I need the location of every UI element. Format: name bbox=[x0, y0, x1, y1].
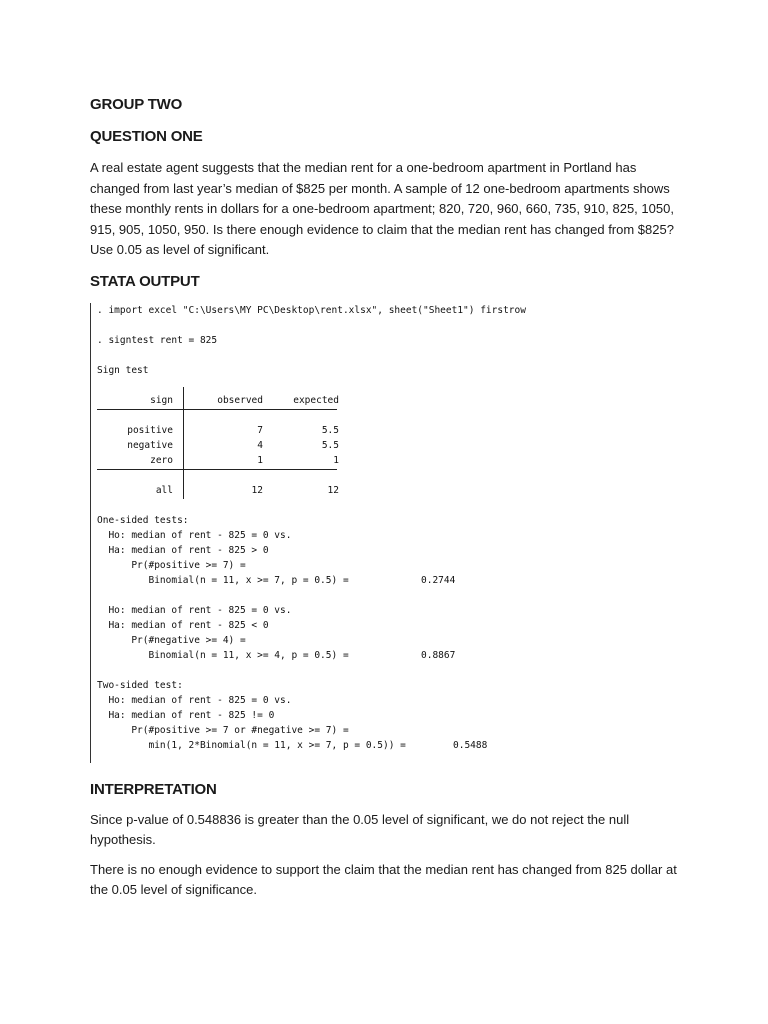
table-row-observed: 1 bbox=[257, 454, 263, 466]
table-row-sign: positive bbox=[127, 424, 173, 436]
table-vertical-rule bbox=[183, 387, 184, 499]
test3-ha: Ha: median of rent - 825 != 0 bbox=[97, 709, 275, 721]
question-heading: QUESTION ONE bbox=[90, 128, 203, 145]
signtest-command: . signtest rent = 825 bbox=[97, 334, 218, 346]
test2-p-value: 0.8867 bbox=[421, 649, 456, 661]
group-heading: GROUP TWO bbox=[90, 96, 183, 113]
stata-output-screenshot bbox=[90, 303, 531, 763]
table-row-observed: 4 bbox=[257, 439, 263, 451]
table-row-expected: 5.5 bbox=[321, 439, 339, 451]
table-header-sign: sign bbox=[150, 394, 173, 406]
test1-ho: Ho: median of rent - 825 = 0 vs. bbox=[97, 529, 292, 541]
stata-output-heading: STATA OUTPUT bbox=[90, 272, 200, 290]
test2-pr: Pr(#negative >= 4) = bbox=[97, 634, 246, 646]
table-row-expected: 1 bbox=[333, 454, 339, 466]
table-header-rule bbox=[97, 409, 337, 410]
test3-p-value: 0.5488 bbox=[453, 739, 488, 751]
question-paragraph: A real estate agent suggests that the median rent for a one-bedroom apartment in Portland has changed from last year’s median of $825 per month. A sample of 12 one-bedroom apartments shows these monthly rents in dollars for a one-bedroom apartment; 820, 720, 960, 660, 735, 910, 825, 1050, 915, 905, 1050, 950. Is there enough evidence to claim that the median rent has changed from $825? Use 0.05 as level of significant. bbox=[90, 160, 674, 257]
table-total-rule bbox=[97, 469, 337, 470]
table-header-expected: expected bbox=[293, 394, 339, 406]
sign-test-title: Sign test bbox=[97, 364, 149, 376]
test2-binomial: Binomial(n = 11, x >= 4, p = 0.5) = bbox=[97, 649, 349, 661]
test3-binomial: min(1, 2*Binomial(n = 11, x >= 7, p = 0.5)) = bbox=[97, 739, 406, 751]
interpretation-paragraph: Since p-value of 0.548836 is greater than the 0.05 level of significant, we do not reject the null hypothesis. bbox=[90, 811, 630, 847]
table-total-expected: 12 bbox=[327, 484, 339, 496]
two-sided-label: Two-sided test: bbox=[97, 679, 183, 691]
table-total-observed: 12 bbox=[251, 484, 263, 496]
interpretation-heading: INTERPRETATION bbox=[90, 780, 217, 798]
table-row-expected: 5.5 bbox=[321, 424, 339, 436]
table-row-sign: negative bbox=[127, 439, 173, 451]
test1-ha: Ha: median of rent - 825 > 0 bbox=[97, 544, 269, 556]
test2-ho: Ho: median of rent - 825 = 0 vs. bbox=[97, 604, 292, 616]
import-command: . import excel "C:\Users\MY PC\Desktop\rent.xlsx", sheet("Sheet1") firstrow bbox=[97, 304, 526, 316]
test3-ho: Ho: median of rent - 825 = 0 vs. bbox=[97, 694, 292, 706]
table-header-observed: observed bbox=[217, 394, 263, 406]
test1-binomial: Binomial(n = 11, x >= 7, p = 0.5) = bbox=[97, 574, 349, 586]
test2-ha: Ha: median of rent - 825 < 0 bbox=[97, 619, 269, 631]
test1-pr: Pr(#positive >= 7) = bbox=[97, 559, 246, 571]
test1-p-value: 0.2744 bbox=[421, 574, 456, 586]
conclusion-paragraph: There is no enough evidence to support the claim that the median rent has changed from 825 dollar at the 0.05 level of significance. bbox=[90, 861, 677, 897]
test3-pr: Pr(#positive >= 7 or #negative >= 7) = bbox=[97, 724, 349, 736]
table-row-observed: 7 bbox=[257, 424, 263, 436]
table-total-sign: all bbox=[155, 484, 173, 496]
one-sided-label: One-sided tests: bbox=[97, 514, 189, 526]
document-page bbox=[90, 92, 685, 901]
table-row-sign: zero bbox=[150, 454, 173, 466]
